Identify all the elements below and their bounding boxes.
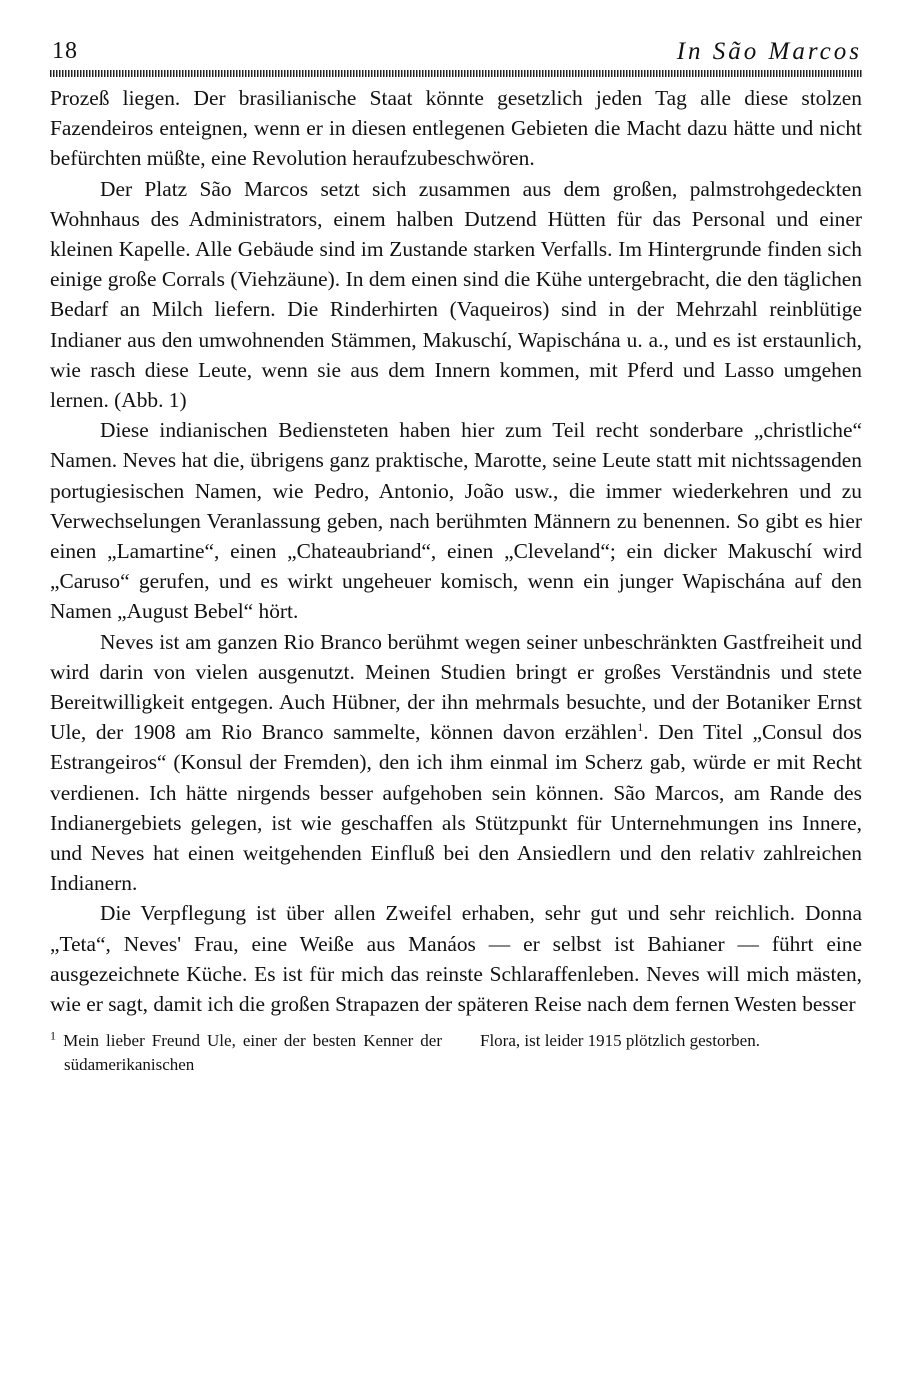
paragraph-4 bbox=[50, 627, 862, 899]
paragraph-4-text-b: . Den Titel „Consul dos Estrangeiros“ (Konsul der Fremden), den ich ihm einmal im Scherz gab, würde er mit Recht verdienen. Ich hätte nirgends besser aufgehoben sein können. São Marcos, am Rande des Indianergebiets gelegen, ist wie geschaffen als Stützpunkt für Unternehmungen ins Innere, und Neves hat einen weitgehenden Einfluß bei den Ansiedlern und den relativ zahlreichen Indianern. bbox=[50, 720, 862, 896]
paragraph-5: Die Verpflegung ist über allen Zweifel erhaben, sehr gut und sehr reichlich. Donna „Teta“, Neves' Frau, eine Weiße aus Manáos — er selbst ist Bahianer — führt eine ausgezeichnete Küche. Es ist für mich das reinste Schlaraffenleben. Neves will mich mästen, wie er sagt, damit ich die großen Strapazen der späteren Reise nach dem fernen Westen besser bbox=[50, 901, 862, 1017]
page-header bbox=[50, 38, 862, 68]
body-text bbox=[50, 83, 862, 1019]
footnotes bbox=[50, 1029, 862, 1077]
footnote-reference: 1 bbox=[637, 720, 644, 735]
footnote-left-body bbox=[50, 1029, 442, 1077]
footnote-text-left: Mein lieber Freund Ule, einer der besten Kenner der südamerikanischen bbox=[63, 1031, 443, 1075]
page-number: 18 bbox=[52, 38, 78, 64]
footnote-column-left bbox=[50, 1029, 442, 1077]
running-head: In São Marcos bbox=[676, 38, 862, 65]
footnote-column-right bbox=[480, 1029, 862, 1077]
book-page bbox=[50, 38, 862, 1077]
footnote-marker: 1 bbox=[50, 1028, 56, 1043]
header-rule bbox=[50, 70, 862, 77]
paragraph-4-text-a: Neves ist am ganzen Rio Branco berühmt wegen seiner unbeschränkten Gastfreiheit und wird darin von vielen ausgenutzt. Meinen Studien bringt er großes Verständnis und stete Bereitwilligkeit entgegen. Auch Hübner, der ihn mehrmals besuchte, und der Botaniker Ernst Ule, der 1908 am Rio Branco sammelte, können davon erzählen bbox=[50, 629, 862, 745]
footnote-text-right: Flora, ist leider 1915 plötzlich gestorben. bbox=[480, 1031, 760, 1051]
paragraph-1: Prozeß liegen. Der brasilianische Staat könnte gesetzlich jeden Tag alle diese stolzen Fazendeiros enteignen, wenn er in diesen entlegenen Gebieten die Macht dazu hätte und nicht befürchten müßte, eine Revolution heraufzubeschwören. bbox=[50, 86, 862, 171]
paragraph-3: Diese indianischen Bediensteten haben hier zum Teil recht sonderbare „christliche“ Namen. Neves hat die, übrigens ganz praktische, Marotte, seine Leute statt mit nichtssagenden portugiesischen Namen, wie Pedro, Antonio, João usw., die immer wiederkehren und zu Verwechselungen Veranlassung geben, nach berühmten Männern zu benennen. So gibt es hier einen „Lamartine“, einen „Chateaubriand“, einen „Cleveland“; ein dicker Makuschí wird „Caruso“ gerufen, und es wirkt ungeheuer komisch, wenn ein junger Wapischána auf den Namen „August Bebel“ hört. bbox=[50, 418, 862, 624]
paragraph-2: Der Platz São Marcos setzt sich zusammen aus dem großen, palmstrohgedeckten Wohnhaus des Administrators, einem halben Dutzend Hütten für das Personal und einer kleinen Kapelle. Alle Gebäude sind im Zustande starken Verfalls. Im Hintergrunde finden sich einige große Corrals (Viehzäune). In dem einen sind die Kühe untergebracht, die den täglichen Bedarf an Milch liefern. Die Rinderhirten (Vaqueiros) sind in der Mehrzahl reinblütige Indianer aus den umwohnenden Stämmen, Makuschí, Wapischána u. a., und es ist erstaunlich, wie rasch diese Leute, wenn sie aus dem Innern kommen, mit Pferd und Lasso umgehen lernen. (Abb. 1) bbox=[50, 176, 862, 413]
